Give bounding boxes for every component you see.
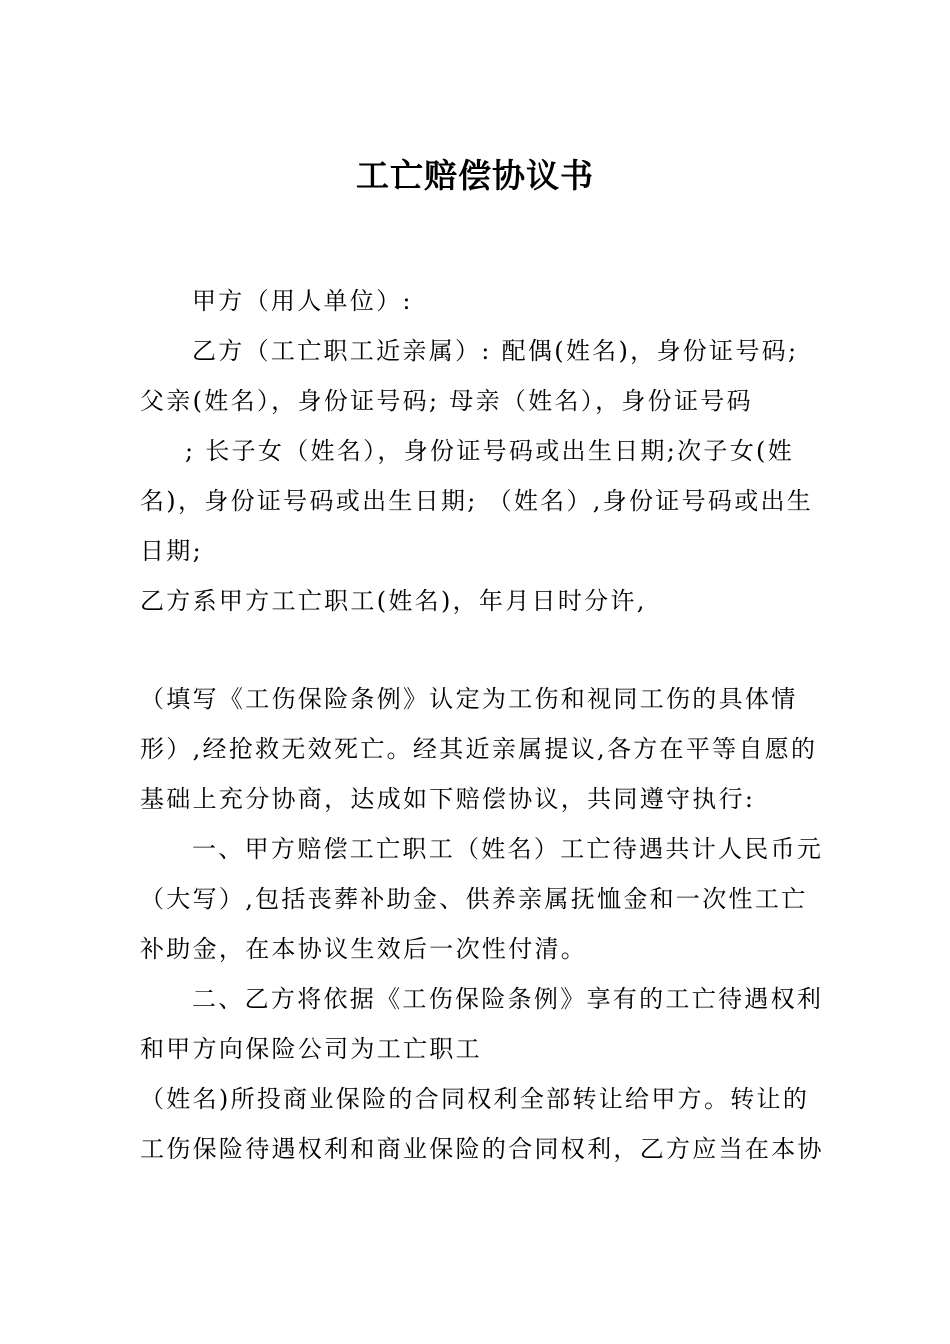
paragraph-line: 基础上充分协商，达成如下赔偿协议，共同遵守执行: bbox=[140, 785, 756, 813]
paragraph-line: 父亲(姓名），身份证号码; 母亲（姓名），身份证号码 bbox=[140, 387, 753, 415]
party-a-line: 甲方（用人单位）: bbox=[192, 287, 413, 315]
paragraph-line: 名)，身份证号码或出生日期; （姓名）,身份证号码或出生 bbox=[140, 487, 814, 515]
paragraph-line: ; 长子女（姓名），身份证号码或出生日期;次子女(姓 bbox=[185, 437, 794, 465]
paragraph-line: 形）,经抢救无效死亡。经其近亲属提议,各方在平等自愿的 bbox=[140, 735, 818, 763]
paragraph-line: （填写《工伤保险条例》认定为工伤和视同工伤的具体情 bbox=[140, 685, 798, 713]
document-title: 工亡赔偿协议书 bbox=[356, 156, 594, 195]
paragraph-line: （大写）,包括丧葬补助金、供养亲属抚恤金和一次性工亡 bbox=[140, 885, 808, 913]
clause-two-line: 二、乙方将依据《工伤保险条例》享有的工亡待遇权利 bbox=[192, 985, 824, 1013]
party-b-line: 乙方（工亡职工近亲属）: 配偶(姓名)，身份证号码; bbox=[192, 337, 799, 365]
paragraph-line: 补助金，在本协议生效后一次性付清。 bbox=[140, 935, 588, 963]
paragraph-line: 日期; bbox=[140, 537, 203, 565]
paragraph-line: 和甲方向保险公司为工亡职工 bbox=[140, 1035, 482, 1063]
paragraph-line: 工伤保险待遇权利和商业保险的合同权利，乙方应当在本协 bbox=[140, 1135, 824, 1163]
paragraph-line: 乙方系甲方工亡职工(姓名)，年月日时分许, bbox=[140, 587, 647, 615]
paragraph-line: （姓名)所投商业保险的合同权利全部转让给甲方。转让的 bbox=[140, 1085, 810, 1113]
clause-one-line: 一、甲方赔偿工亡职工（姓名）工亡待遇共计人民币元 bbox=[192, 835, 824, 863]
